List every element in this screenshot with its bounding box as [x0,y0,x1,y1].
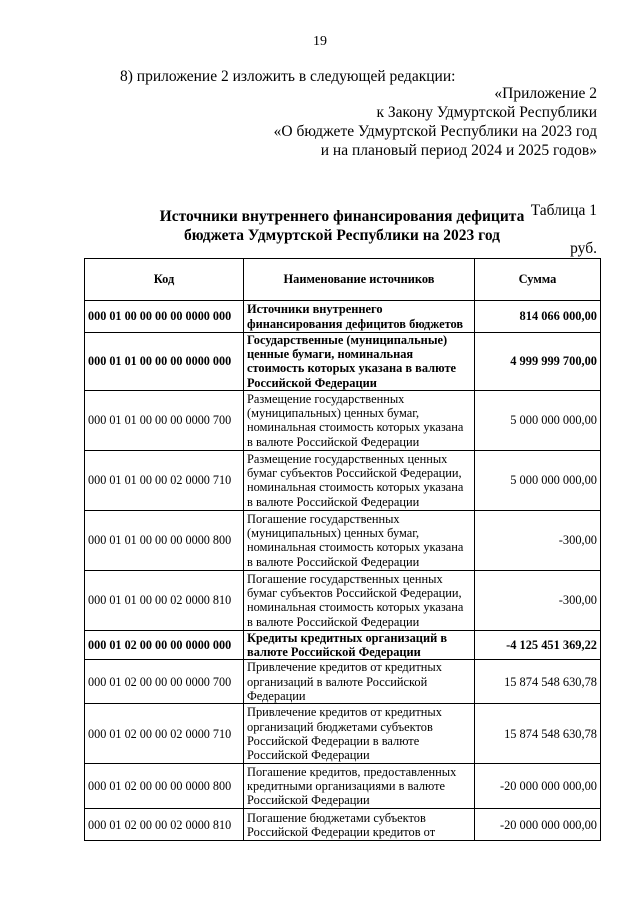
amount-cell: 5 000 000 000,00 [475,450,601,510]
header-amount: Сумма [475,259,601,301]
name-cell: Погашение государственных (муниципальных) ценных бумаг, номинальная стоимость которых указана в валюте Российской Федерации [244,510,475,570]
amount-cell: -20 000 000 000,00 [475,809,601,841]
code-cell: 000 01 02 00 00 00 0000 800 [85,764,244,809]
name-cell: Привлечение кредитов от кредитных организаций в валюте Российской Федерации [244,660,475,704]
amount-cell: -300,00 [475,510,601,570]
table-header-row [85,259,601,301]
appendix-line: и на плановый период 2024 и 2025 годов» [320,142,597,159]
name-cell: Источники внутреннего финансирования дефицитов бюджетов [244,301,475,333]
document-title [0,207,640,245]
code-cell: 000 01 02 00 00 00 0000 700 [85,660,244,704]
code-cell: 000 01 00 00 00 00 0000 000 [85,301,244,333]
code-cell: 000 01 02 00 00 00 0000 000 [85,630,244,659]
amount-cell: 814 066 000,00 [475,301,601,333]
code-cell: 000 01 02 00 00 02 0000 710 [85,704,244,764]
amount-cell: -4 125 451 369,22 [475,630,601,659]
amount-cell: 15 874 548 630,78 [475,660,601,704]
table-row [85,450,601,510]
table-row [85,704,601,764]
intro-text: 8) приложение 2 изложить в следующей редакции: [120,68,456,85]
code-cell: 000 01 01 00 00 00 0000 000 [85,333,244,391]
name-cell: Размещение государственных ценных бумаг субъектов Российской Федерации, номинальная стоимость которых указана в валюте Российской Федерации [244,450,475,510]
amount-cell: -300,00 [475,570,601,630]
sources-table [84,258,601,841]
amount-cell: 5 000 000 000,00 [475,390,601,450]
header-code: Код [85,259,244,301]
appendix-line: к Закону Удмуртской Республики [376,104,597,121]
table-row [85,333,601,391]
units-label: руб. [570,240,597,257]
code-cell: 000 01 01 00 00 02 0000 710 [85,450,244,510]
code-cell: 000 01 02 00 00 02 0000 810 [85,809,244,841]
table-row [85,510,601,570]
amount-cell: -20 000 000 000,00 [475,764,601,809]
name-cell: Погашение кредитов, предоставленных кредитными организациями в валюте Российской Федерации [244,764,475,809]
name-cell: Государственные (муниципальные) ценные бумаги, номинальная стоимость которых указана в валюте Российской Федерации [244,333,475,391]
name-cell: Погашение бюджетами субъектов Российской Федерации кредитов от [244,809,475,841]
amount-cell: 15 874 548 630,78 [475,704,601,764]
table-row [85,301,601,333]
page-number: 19 [313,34,327,49]
title-line: бюджета Удмуртской Республики на 2023 год [184,227,500,244]
title-line: Источники внутреннего финансирования дефицита [159,208,525,225]
appendix-line: «О бюджете Удмуртской Республики на 2023 год [273,123,597,140]
table-row [85,570,601,630]
name-cell: Привлечение кредитов от кредитных организаций бюджетами субъектов Российской Федерации в валюте Российской Федерации [244,704,475,764]
table-row [85,630,601,659]
name-cell: Размещение государственных (муниципальных) ценных бумаг, номинальная стоимость которых указана в валюте Российской Федерации [244,390,475,450]
table-label: Таблица 1 [530,202,597,219]
table-row [85,390,601,450]
code-cell: 000 01 01 00 00 00 0000 800 [85,510,244,570]
table-row [85,660,601,704]
name-cell: Погашение государственных ценных бумаг субъектов Российской Федерации, номинальная стоимость которых указана в валюте Российской Федерации [244,570,475,630]
code-cell: 000 01 01 00 00 00 0000 700 [85,390,244,450]
amount-cell: 4 999 999 700,00 [475,333,601,391]
table-row [85,764,601,809]
name-cell: Кредиты кредитных организаций в валюте Российской Федерации [244,630,475,659]
appendix-line: «Приложение 2 [494,85,597,102]
code-cell: 000 01 01 00 00 02 0000 810 [85,570,244,630]
header-name: Наименование источников [244,259,475,301]
table-row [85,809,601,841]
appendix-reference [274,84,597,160]
